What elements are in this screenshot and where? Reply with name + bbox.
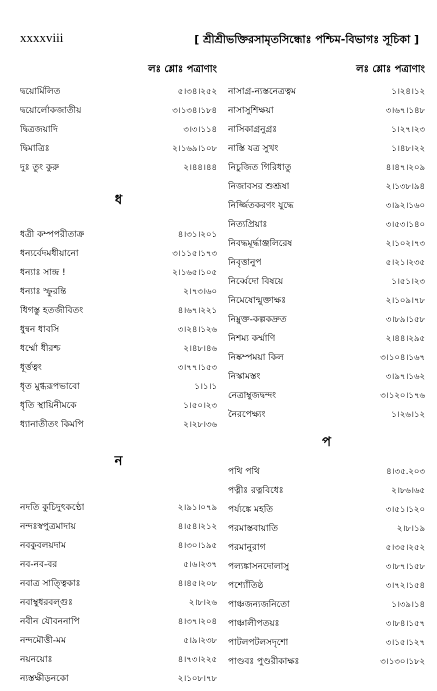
- entry-text: পাটলপটলসদৃশো: [228, 638, 289, 648]
- entry-text: দ্বিত্রজয়াদি: [20, 125, 58, 135]
- entry-reference: ৫।৩৪।২৫২: [177, 86, 217, 97]
- entry-text: নিবৃত্তানুপ: [228, 258, 262, 268]
- entry-reference: ৩।১২০।১৭৬: [380, 390, 425, 401]
- index-entry: [20, 244, 217, 263]
- left-column: [20, 62, 217, 688]
- entry-text: নির্ব্বেদো বিষয়ে: [228, 277, 284, 287]
- entry-text: নিত্যপ্রিয়াঃ: [228, 220, 268, 230]
- entry-text: ন্যস্তক্ষীড়নকো: [20, 674, 69, 684]
- entry-reference: ৩।১৫।১২৭: [385, 637, 425, 648]
- entry-text: নবাম্বুধরবল্গুঃ: [20, 598, 73, 608]
- entry-reference: ৫।৬।২৩৭: [183, 559, 217, 570]
- entry-text: ধর্ম্মো ধীরশ্চ: [20, 344, 61, 354]
- entry-reference: ২।১০৮।৭৮: [177, 673, 217, 684]
- entry-reference: ২।৪৪।৪৪: [183, 162, 217, 173]
- entry-text: নব-নব-বর: [20, 560, 58, 570]
- entry-reference: ১।১।১: [194, 381, 217, 392]
- entry-reference: ২।৮৬।৬৫: [391, 485, 425, 496]
- entry-reference: ২।৪৮।৪৬: [183, 343, 217, 354]
- entry-text: পত্নীঃ রত্নবিধেঃ: [228, 486, 284, 496]
- index-entry: [20, 396, 217, 415]
- entry-reference: ৫।৩৫।২৫২: [385, 542, 425, 553]
- index-entry: [228, 291, 425, 310]
- index-entry: [20, 301, 217, 320]
- entry-reference: ১।৫০।২৩: [183, 400, 217, 411]
- entry-text: পর্য্যঙ্কে মহতি: [228, 505, 274, 515]
- entry-text: নিস্কামস্তং: [228, 372, 261, 382]
- entry-text: ধ্যানাতীতং কিমপি: [20, 420, 84, 430]
- entry-reference: ১।৪৮।২২: [391, 143, 425, 154]
- index-entry: [20, 225, 217, 244]
- index-entry: [228, 614, 425, 633]
- entry-text: নিজাবসর শুশ্রূষা: [228, 182, 290, 192]
- entry-reference: ৩।৭২।১৫৪: [385, 580, 425, 591]
- entry-text: নিষ্কম্পময়া কিল: [228, 353, 284, 363]
- entry-text: পাণ্ডবঃ পুণ্ডরীকাক্ষঃ: [228, 657, 300, 667]
- entry-reference: ২।১৬৫।১০৫: [172, 267, 217, 278]
- entry-reference: ৪।৩৭।২০৪: [177, 616, 217, 627]
- entry-reference: ৩।৩।১১৪: [183, 124, 217, 135]
- index-entry: [20, 263, 217, 282]
- entry-reference: ২।১৬৯।১০৮: [172, 143, 217, 154]
- entry-text: নিবদ্ধমূর্দ্ধাঞ্জলিরেষ: [228, 239, 293, 249]
- index-list: [20, 498, 217, 688]
- index-entry: [228, 633, 425, 652]
- entry-text: নির্জ্জিতকরণং যুদ্ধে: [228, 201, 294, 211]
- entry-reference: ২।১০২।৭৩: [385, 238, 425, 249]
- entry-text: ধূর্ত্তত্বং: [20, 363, 42, 373]
- index-entry: [20, 498, 217, 517]
- entry-text: ধিগস্তু হতজীবিতং: [20, 306, 84, 316]
- index-entry: [228, 367, 425, 386]
- entry-reference: ৩।৮৪।১৫৭: [385, 618, 425, 629]
- index-entry: [20, 536, 217, 555]
- index-entry: [228, 538, 425, 557]
- entry-text: নন্দমৌত্তী-মম: [20, 636, 67, 646]
- entry-text: ধন্যর্বেদমধীয়ানো: [20, 249, 79, 259]
- index-entry: [20, 555, 217, 574]
- entry-reference: ৪।৬৭।২২১: [177, 305, 217, 316]
- entry-reference: ৪।৩০।১৯৫: [177, 540, 217, 551]
- entry-reference: ২।৮।১৯: [396, 523, 425, 534]
- right-column: [228, 62, 425, 671]
- entry-reference: ৩।৬৭।১৪৮: [385, 105, 425, 116]
- index-entry: [228, 595, 425, 614]
- entry-reference: ৩।৮৭।১৫৮: [385, 561, 425, 572]
- index-entry: [228, 310, 425, 329]
- entry-text: পথি পথি: [228, 467, 260, 477]
- entry-text: নিশম্য কর্ম্মাণি: [228, 334, 276, 344]
- index-list: [20, 225, 217, 434]
- section-letter-dha: ধ: [114, 193, 123, 208]
- index-entry: [228, 234, 425, 253]
- section-letter-pa: প: [322, 435, 331, 450]
- index-entry: [20, 415, 217, 434]
- entry-reference: ৪।৫৪।২১২: [177, 521, 217, 532]
- entry-reference: ৩।৫৩।১৪০: [385, 219, 425, 230]
- entry-text: নয়নয়োঃ: [20, 655, 53, 665]
- entry-reference: ৩।১১৫।১৭৩: [172, 248, 217, 259]
- index-entry: [228, 139, 425, 158]
- index-entry: [20, 669, 217, 688]
- entry-text: নেত্রাম্বুজদ্বন্দং: [228, 391, 277, 401]
- entry-text: পাঞ্চালীপতয়ঃ: [228, 619, 280, 629]
- entry-reference: ১।৫১।২৩: [391, 276, 425, 287]
- index-entry: [228, 500, 425, 519]
- index-entry: [228, 196, 425, 215]
- entry-text: ধন্যাঃ স্ফুরন্তি: [20, 287, 67, 297]
- index-entry: [228, 557, 425, 576]
- entry-text: নদতি কুচিদুৎকণ্ঠো: [20, 503, 85, 513]
- entry-reference: ২।১০৯।৭৮: [385, 295, 425, 306]
- entry-text: নিম্নুক্ত-কল্পকদ্রুত: [228, 315, 287, 325]
- entry-reference: ৩।১৩০।১৮২: [380, 656, 425, 667]
- entry-reference: ১।২৪।১২: [391, 86, 425, 97]
- entry-reference: ২।৭৩।৬০: [183, 286, 217, 297]
- entry-text: পরমাস্তবায়াতি: [228, 524, 278, 534]
- entry-reference: ২।৮।২৬: [188, 597, 217, 608]
- entry-reference: ৪।৭৩।২২৫: [177, 654, 217, 665]
- entry-reference: ৪।৩১।২০১: [177, 229, 217, 240]
- entry-text: ধৃত মুগ্ধরূপভাবো: [20, 382, 80, 392]
- entry-text: দুঃ তুং কুরু: [20, 163, 60, 173]
- index-entry: [20, 339, 217, 358]
- index-entry: [228, 481, 425, 500]
- entry-reference: ৩।৫১।১২০: [385, 504, 425, 515]
- index-entry: [228, 272, 425, 291]
- entry-text: দ্বয়োর্মিলিত: [20, 87, 61, 97]
- entry-text: ধন্যাঃ সান্দ্র !: [20, 268, 66, 278]
- entry-text: দ্বিমাত্রিঃ: [20, 144, 50, 154]
- page-number: xxxxviii: [20, 30, 64, 45]
- index-entry: [228, 462, 425, 481]
- entry-reference: ৩।৯৭।১৬২: [385, 371, 425, 382]
- section-letter-na: ন: [114, 454, 123, 469]
- entry-reference: ৪।৪৫।২০৮: [177, 578, 217, 589]
- index-entry: [228, 348, 425, 367]
- entry-reference: ২।২৮।৩৬: [183, 419, 217, 430]
- index-entry: [20, 158, 217, 177]
- index-entry: [20, 631, 217, 650]
- column-header: লঃ শ্লোঃ পত্রাণাং: [356, 64, 425, 75]
- index-entry: [20, 377, 217, 396]
- entry-text: নিচুজিত গিরিধাতু: [228, 163, 292, 173]
- running-title: [ শ্রীশ্রীভক্তিরসামৃতসিন্ধোঃ পশ্চিম-বিভাগঃ সূচিকা ]: [194, 33, 419, 46]
- index-entry: [20, 358, 217, 377]
- entry-text: নবীন যৌবননাপি: [20, 617, 80, 627]
- index-list: [228, 462, 425, 671]
- index-entry: [20, 593, 217, 612]
- entry-reference: ৪।৪৭।২০৯: [385, 162, 425, 173]
- entry-reference: ৩।৭৭।১৫৩: [177, 362, 217, 373]
- entry-text: নাসিকাগ্রনুগ্রঃ: [228, 125, 278, 135]
- index-entry: [20, 120, 217, 139]
- index-entry: [20, 517, 217, 536]
- entry-text: পরমানুরাগ: [228, 543, 266, 553]
- index-entry: [228, 215, 425, 234]
- index-entry: [228, 101, 425, 120]
- entry-text: ধুন্বন ধাবসি: [20, 325, 60, 335]
- entry-text: পশ্যোঁতিষ্ঠ: [228, 581, 264, 591]
- entry-text: নাস্তি যত্র সুখং: [228, 144, 279, 154]
- index-entry: [228, 652, 425, 671]
- index-entry: [228, 177, 425, 196]
- entry-reference: ৩।১৩৪।১৮৪: [172, 105, 217, 116]
- index-entry: [228, 253, 425, 272]
- index-entry: [20, 82, 217, 101]
- entry-reference: ৫।৯।২৩৮: [183, 635, 217, 646]
- entry-reference: ২।৪৪।২৯৫: [385, 333, 425, 344]
- entry-text: নন্দঃস্বপুত্রমাদায়: [20, 522, 76, 532]
- entry-reference: ২।১৩৮।৯৪: [385, 181, 425, 192]
- index-entry: [228, 158, 425, 177]
- entry-reference: ৩।১০৪।১৬৭: [380, 352, 425, 363]
- entry-reference: ১।২৬।১২: [391, 409, 425, 420]
- entry-text: ধৃতি স্থায়িনীমকে: [20, 401, 77, 411]
- index-entry: [228, 329, 425, 348]
- index-entry: [20, 101, 217, 120]
- entry-text: নাসাসুশিক্ষয়া: [228, 106, 274, 116]
- entry-reference: ২।৯১।০৭৯: [177, 502, 217, 513]
- index-entry: [228, 519, 425, 538]
- entry-reference: ৪।৩৫.২০৩: [386, 466, 425, 477]
- index-entry: [20, 612, 217, 631]
- entry-text: নবকুবলয়দাম: [20, 541, 67, 551]
- entry-text: ধত্রী কম্পপরীতাক্র: [20, 230, 85, 240]
- entry-text: নাসাগ্র-ন্যস্তনেত্রত্বম: [228, 87, 296, 97]
- entry-text: দ্বয়োর্লোকজাতীয়: [20, 106, 82, 116]
- page-header: [20, 30, 419, 52]
- index-entry: [20, 139, 217, 158]
- index-entry: [20, 320, 217, 339]
- column-header: লঃ শ্লোঃ পত্রাণাং: [148, 64, 217, 75]
- index-entry: [228, 576, 425, 595]
- entry-text: নিমেষোন্মুক্তাক্ষঃ: [228, 296, 287, 306]
- index-entry: [228, 405, 425, 424]
- index-entry: [20, 282, 217, 301]
- index-list: [20, 82, 217, 177]
- entry-reference: ১।২৭।২৩: [391, 124, 425, 135]
- index-entry: [228, 120, 425, 139]
- entry-text: নৈরপেক্ষ্যং: [228, 410, 266, 420]
- index-entry: [228, 82, 425, 101]
- index-entry: [20, 574, 217, 593]
- entry-reference: ৩।৮৯।১৫৮: [385, 314, 425, 325]
- index-list: [228, 82, 425, 424]
- index-entry: [228, 386, 425, 405]
- index-entry: [20, 650, 217, 669]
- entry-reference: ১।৩৯।১৪: [391, 599, 425, 610]
- entry-text: নবাত্র সাত্ত্বিকাঃ: [20, 579, 81, 589]
- entry-reference: ৩।২৪।১২৬: [177, 324, 217, 335]
- entry-reference: ৫।২১।২৩৫: [385, 257, 425, 268]
- entry-reference: ৩।৯২।১৬০: [385, 200, 425, 211]
- entry-text: পল্যঙ্কাসনদোলাসু: [228, 562, 290, 572]
- entry-text: পাঞ্চজন্যজনিতো: [228, 600, 290, 610]
